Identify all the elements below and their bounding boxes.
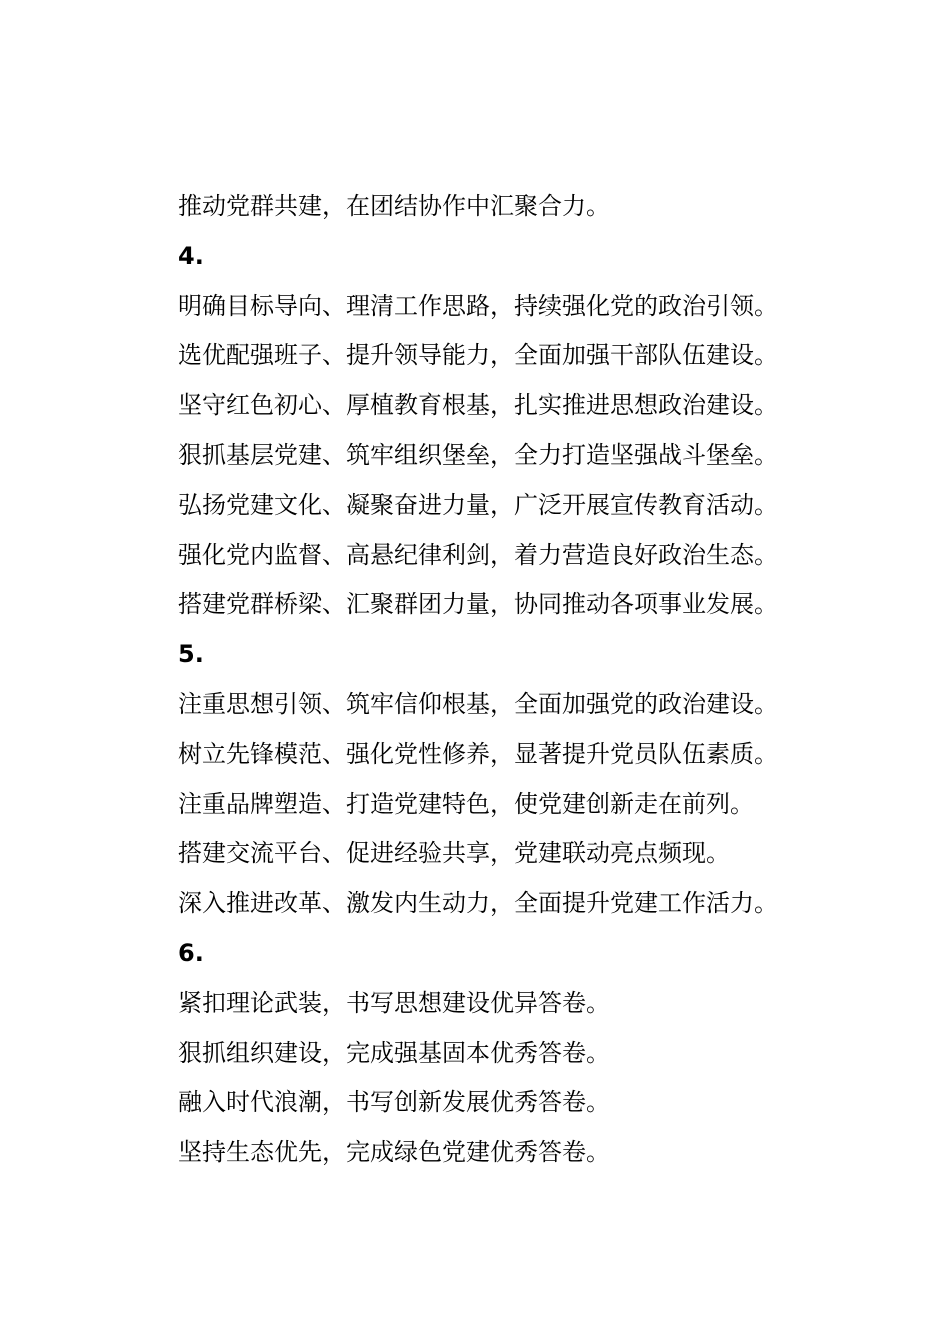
- paragraph-line: 深入推进改革、激发内生动力，全面提升党建工作活力。: [178, 889, 778, 918]
- paragraph-line: 搭建交流平台、促进经验共享，党建联动亮点频现。: [178, 839, 730, 868]
- paragraph-line: 弘扬党建文化、凝聚奋进力量，广泛开展宣传教育活动。: [178, 490, 778, 519]
- paragraph-line: 注重思想引领、筑牢信仰根基，全面加强党的政治建设。: [178, 689, 778, 718]
- paragraph-line: 强化党内监督、高悬纪律利剑，着力营造良好政治生态。: [178, 540, 778, 569]
- paragraph-line: 明确目标导向、理清工作思路，持续强化党的政治引领。: [178, 291, 778, 320]
- paragraph-line: 狠抓组织建设，完成强基固本优秀答卷。: [178, 1038, 610, 1067]
- paragraph-line: 推动党群共建，在团结协作中汇聚合力。: [178, 192, 610, 220]
- paragraph-line: 狠抓基层党建、筑牢组织堡垒，全力打造坚强战斗堡垒。: [178, 440, 778, 469]
- paragraph-line: 坚守红色初心、厚植教育根基，扎实推进思想政治建设。: [178, 391, 778, 420]
- paragraph-line: 融入时代浪潮，书写创新发展优秀答卷。: [178, 1088, 610, 1117]
- paragraph-line: 紧扣理论武装，书写思想建设优异答卷。: [178, 988, 610, 1017]
- document-body: [178, 182, 878, 1178]
- section-number-5: 5.: [178, 640, 204, 669]
- paragraph-line: 坚持生态优先，完成绿色党建优秀答卷。: [178, 1138, 610, 1167]
- paragraph-line: 选优配强班子、提升领导能力，全面加强干部队伍建设。: [178, 341, 778, 370]
- paragraph-line: 搭建党群桥梁、汇聚群团力量，协同推动各项事业发展。: [178, 590, 778, 619]
- section-number-6: 6.: [178, 938, 204, 967]
- paragraph-line: 注重品牌塑造、打造党建特色，使党建创新走在前列。: [178, 789, 754, 818]
- paragraph-line: 树立先锋模范、强化党性修养，显著提升党员队伍素质。: [178, 739, 778, 768]
- section-number-4: 4.: [178, 241, 204, 270]
